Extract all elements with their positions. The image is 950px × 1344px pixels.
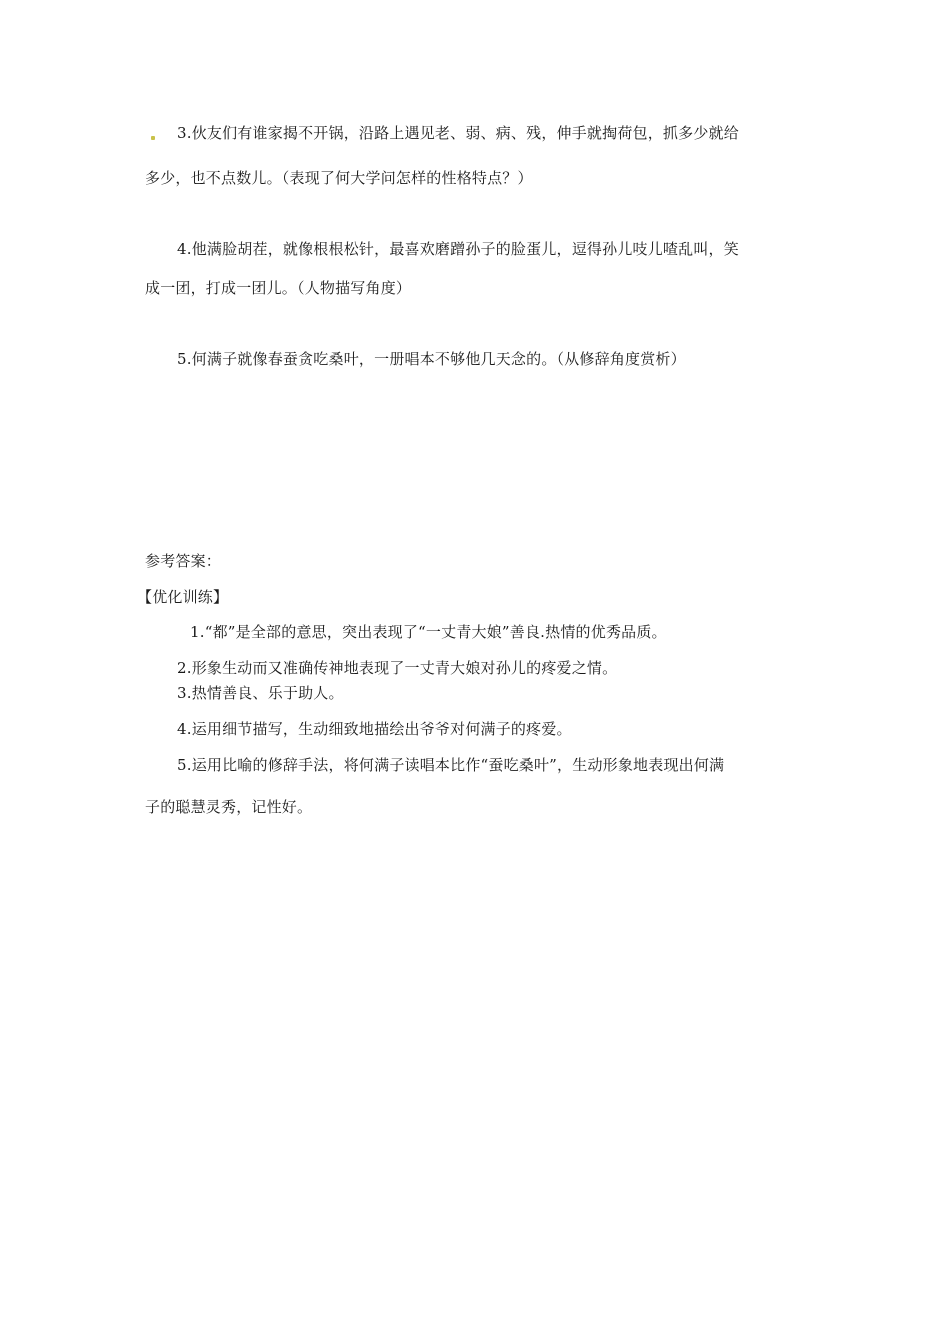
margin-mark <box>151 136 155 140</box>
answers-heading: 参考答案： <box>145 552 222 570</box>
question-3-line-2: 多少，也不点数儿。（表现了何大学问怎样的性格特点？） <box>145 169 533 187</box>
question-3-line-1: 3.伙友们有谁家揭不开锅，沿路上遇见老、弱、病、残，伸手就掏荷包，抓多少就给 <box>177 124 739 142</box>
answer-1: 1.“都”是全部的意思，突出表现了“一丈青大娘”善良.热情的优秀品质。 <box>190 623 667 641</box>
answers-section-title: 【优化训练】 <box>137 588 229 606</box>
answer-4: 4.运用细节描写，生动细致地描绘出爷爷对何满子的疼爱。 <box>177 720 572 738</box>
answer-5-line-1: 5.运用比喻的修辞手法，将何满子读唱本比作“蚕吃桑叶”，生动形象地表现出何满 <box>177 756 725 774</box>
answer-5-line-2: 子的聪慧灵秀，记性好。 <box>145 798 313 816</box>
question-4-line-2: 成一团，打成一团儿。（人物描写角度） <box>145 279 412 297</box>
answer-3: 3.热情善良、乐于助人。 <box>177 684 344 702</box>
answer-2: 2.形象生动而又准确传神地表现了一丈青大娘对孙儿的疼爱之情。 <box>177 659 618 677</box>
question-4-line-1: 4.他满脸胡茬，就像根根松针，最喜欢磨蹭孙子的脸蛋儿，逗得孙儿吱儿喳乱叫，笑 <box>177 240 739 258</box>
question-5-line-1: 5.何满子就像春蚕贪吃桑叶，一册唱本不够他几天念的。（从修辞角度赏析） <box>177 350 686 368</box>
